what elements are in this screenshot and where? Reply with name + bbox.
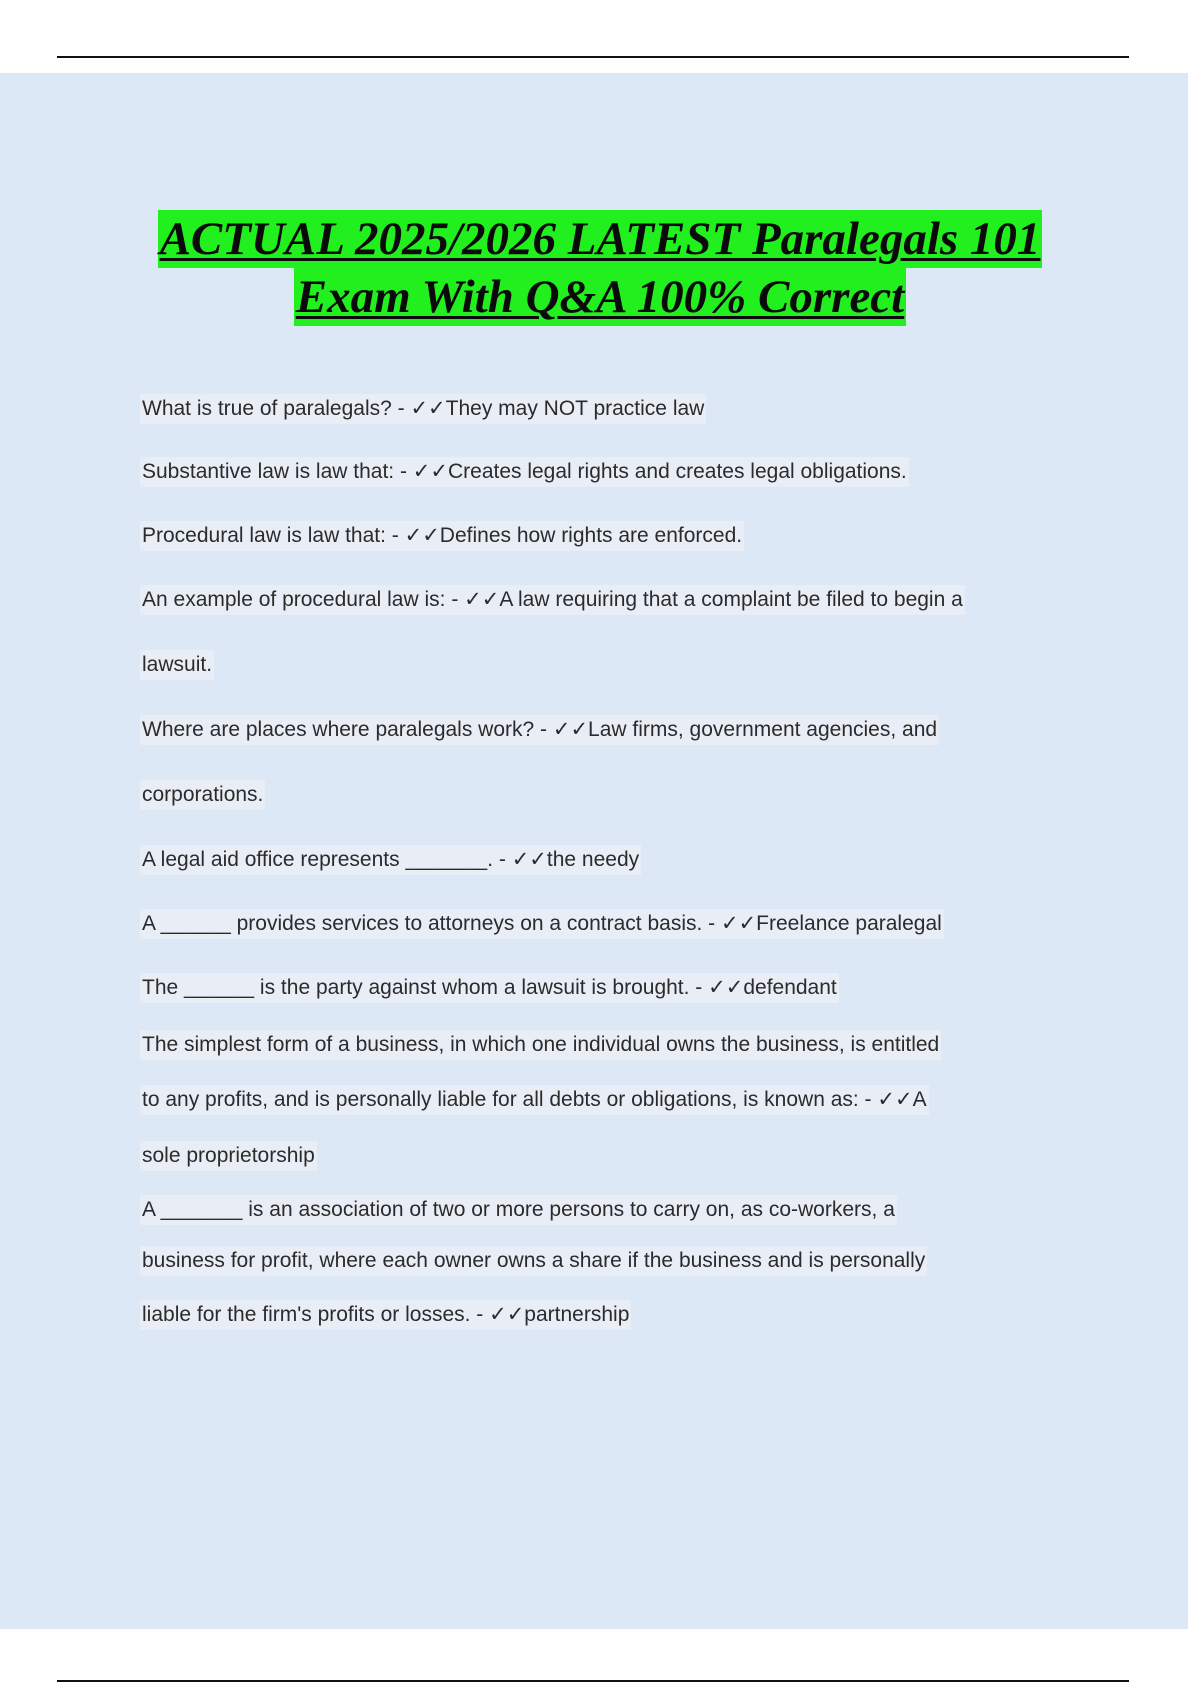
qa-line-8: A legal aid office represents _______. - ✓✓the needy <box>140 845 641 875</box>
qa-line-13: sole proprietorship <box>140 1141 317 1171</box>
qa-line-4: An example of procedural law is: - ✓✓A law requiring that a complaint be filed to begin a <box>140 585 965 615</box>
qa-line-6: Where are places where paralegals work? - ✓✓Law firms, government agencies, and <box>140 715 939 745</box>
qa-line-14: A _______ is an association of two or more persons to carry on, as co-workers, a <box>140 1195 897 1225</box>
title-line-1: ACTUAL 2025/2026 LATEST Paralegals 101 <box>158 210 1043 268</box>
qa-line-7: corporations. <box>140 780 265 810</box>
top-rule <box>57 56 1129 58</box>
qa-line-12: to any profits, and is personally liable for all debts or obligations, is known as: - ✓✓A <box>140 1085 929 1115</box>
qa-line-3: Procedural law is law that: - ✓✓Defines how rights are enforced. <box>140 521 744 551</box>
qa-line-9: A ______ provides services to attorneys on a contract basis. - ✓✓Freelance paralegal <box>140 909 944 939</box>
qa-line-10: The ______ is the party against whom a lawsuit is brought. - ✓✓defendant <box>140 973 839 1003</box>
document-title <box>0 210 1200 326</box>
qa-line-16: liable for the firm's profits or losses. - ✓✓partnership <box>140 1300 631 1330</box>
qa-line-5: lawsuit. <box>140 650 214 680</box>
qa-line-15: business for profit, where each owner owns a share if the business and is personally <box>140 1246 927 1276</box>
title-line-2: Exam With Q&A 100% Correct <box>294 268 906 326</box>
bottom-rule <box>57 1680 1129 1682</box>
qa-line-1: What is true of paralegals? - ✓✓They may NOT practice law <box>140 394 706 424</box>
qa-line-2: Substantive law is law that: - ✓✓Creates legal rights and creates legal obligations. <box>140 457 909 487</box>
qa-line-11: The simplest form of a business, in which one individual owns the business, is entitled <box>140 1030 941 1060</box>
